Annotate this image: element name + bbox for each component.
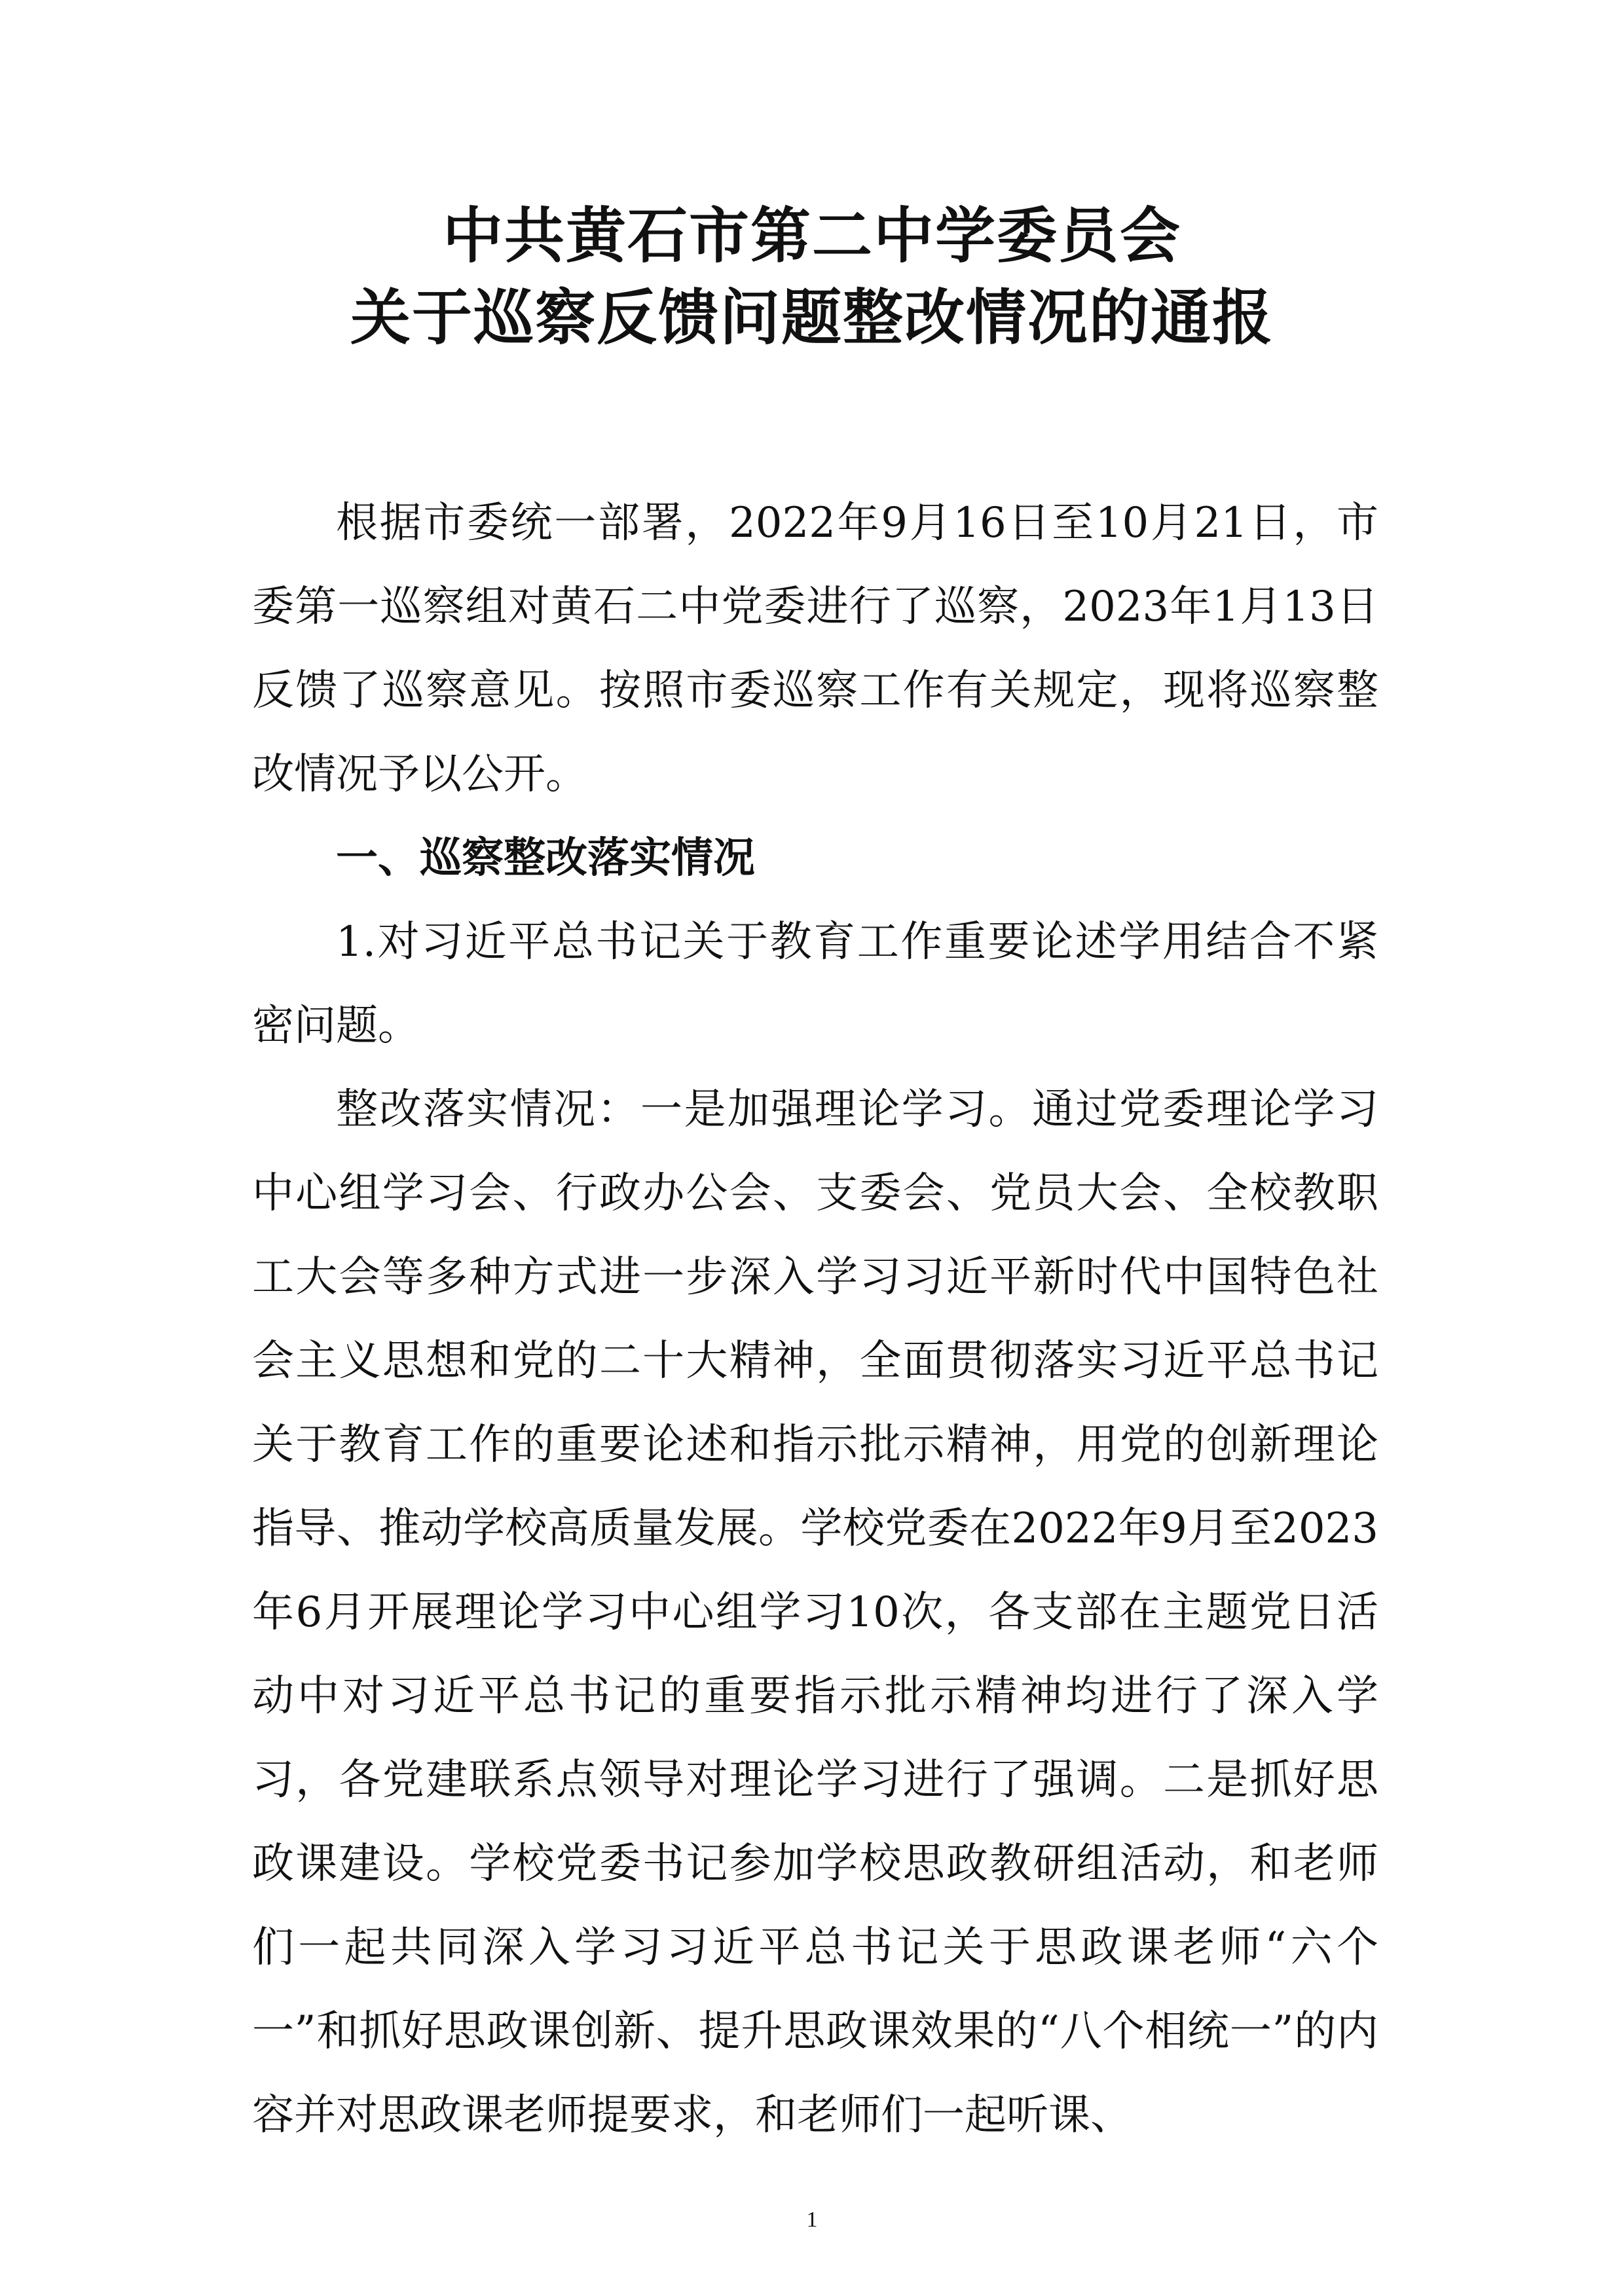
document-body bbox=[252, 481, 1378, 2157]
rectification-paragraph: 整改落实情况：一是加强理论学习。通过党委理论学习中心组学习会、行政办公会、支委会、党员大会、全校教职工大会等多种方式进一步深入学习习近平新时代中国特色社会主义思想和党的二十大精神，全面贯彻落实习近平总书记关于教育工作的重要论述和指示批示精神，用党的创新理论指导、推动学校高质量发展。学校党委在2022年9月至2023年6月开展理论学习中心组学习10次，各支部在主题党日活动中对习近平总书记的重要指示批示精神均进行了深入学习，各党建联系点领导对理论学习进行了强调。二是抓好思政课建设。学校党委书记参加学校思政教研组活动，和老师们一起共同深入学习习近平总书记关于思政课老师“六个一”和抓好思政课创新、提升思政课效果的“八个相统一”的内容并对思政课老师提要求，和老师们一起听课、 bbox=[252, 1085, 1378, 2140]
section-heading: 一、巡察整改落实情况 bbox=[336, 834, 755, 883]
intro-paragraph: 根据市委统一部署，2022年9月16日至10月21日，市委第一巡察组对黄石二中党委进行了巡察，2023年1月13日反馈了巡察意见。按照市委巡察工作有关规定，现将巡察整改情况予以公开。 bbox=[252, 499, 1378, 799]
page-number: 1 bbox=[806, 2208, 818, 2232]
document-title-line-1: 中共黄石市第二中学委员会 bbox=[442, 200, 1181, 271]
issue-paragraph: 1.对习近平总书记关于教育工作重要论述学用结合不紧密问题。 bbox=[252, 918, 1378, 1050]
document-title-line-2: 关于巡察反馈问题整改情况的通报 bbox=[350, 282, 1274, 353]
